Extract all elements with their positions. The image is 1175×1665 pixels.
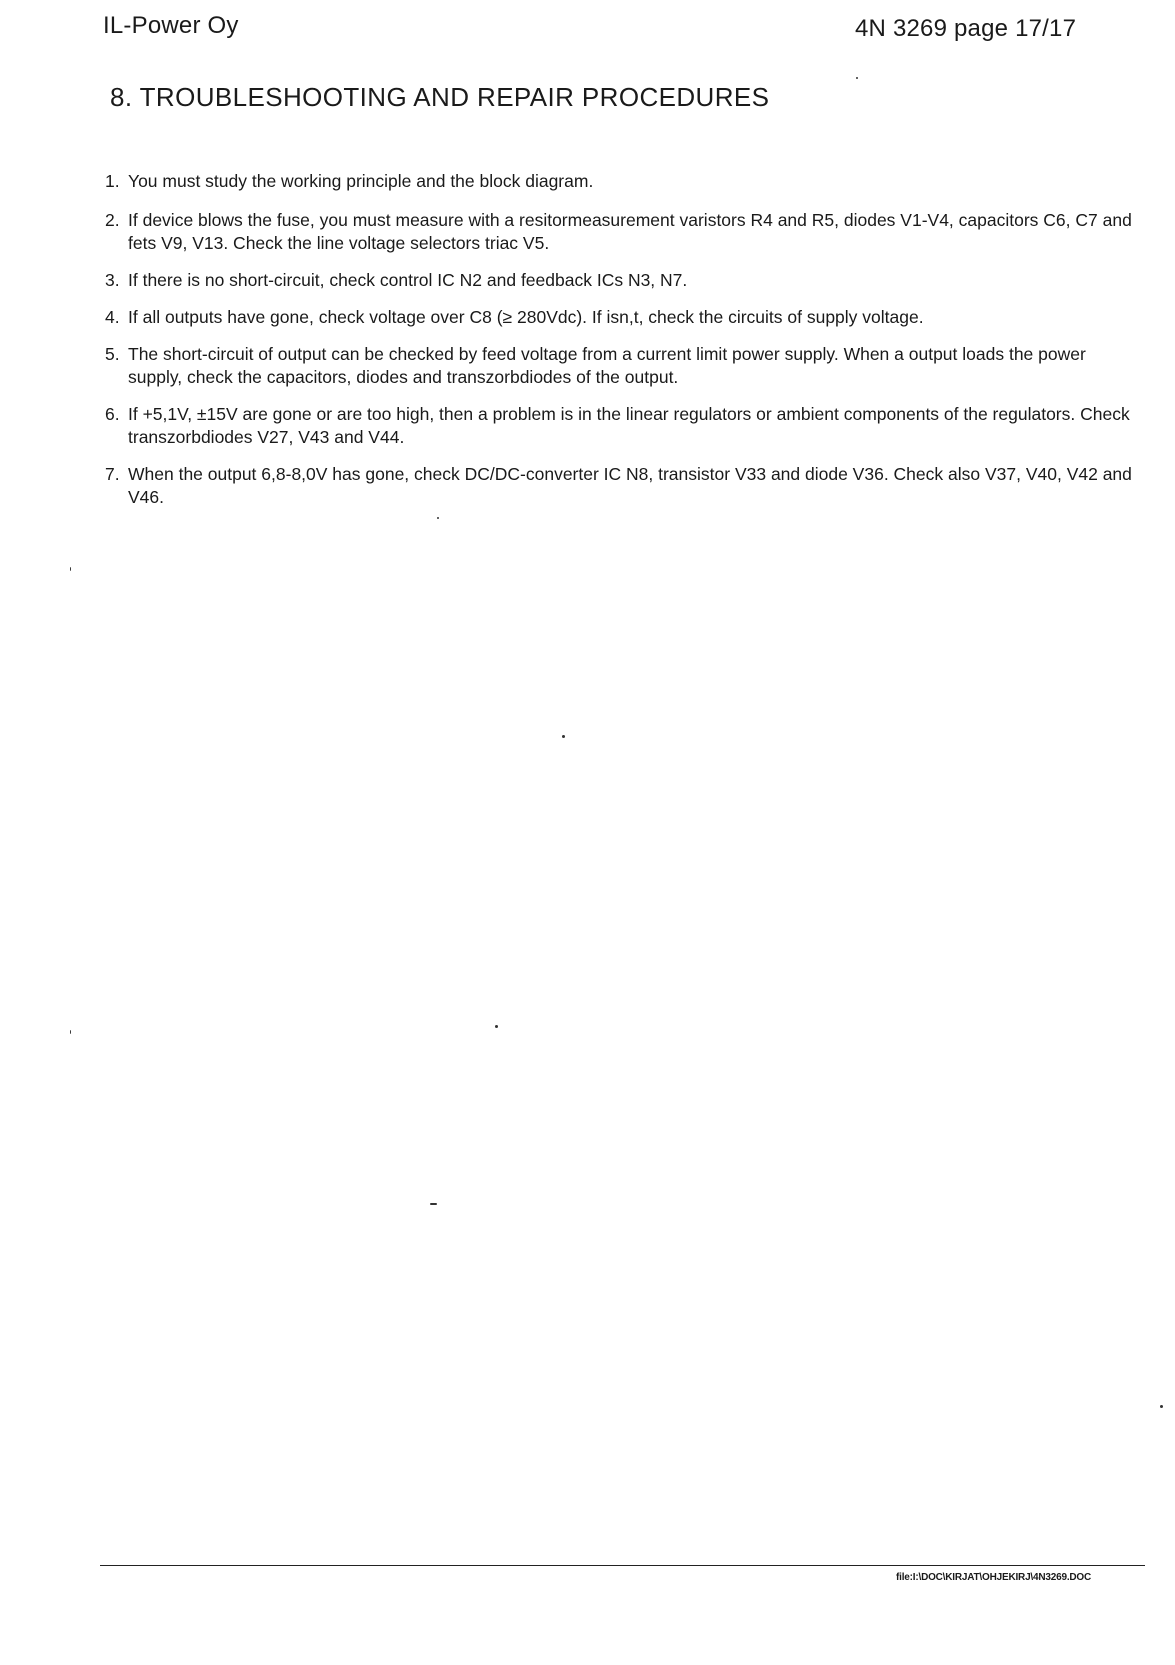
- step-number: 2.: [105, 210, 120, 230]
- list-item: [105, 403, 1140, 449]
- scan-speck: [437, 517, 439, 519]
- list-item: [105, 463, 1140, 509]
- section-title: 8. TROUBLESHOOTING AND REPAIR PROCEDURES: [110, 82, 770, 112]
- footer-file-path: file:I:\DOC\KIRJAT\OHJEKIRJ\4N3269.DOC: [896, 1572, 1092, 1583]
- header-doc-page: 4N 3269 page 17/17: [855, 15, 1077, 42]
- list-item: [105, 269, 1140, 292]
- scan-speck: [70, 567, 71, 571]
- header-company: IL-Power Oy: [103, 12, 239, 39]
- scan-speck: [70, 1030, 71, 1034]
- list-item: [105, 306, 1140, 329]
- step-number: 1.: [105, 171, 120, 191]
- step-text: If device blows the fuse, you must measure with a resitormeasurement varistors R4 and R5, diodes V1-V4, capacitors C6, C7 and fets V9, V13. Check the line voltage selectors triac V5.: [128, 210, 1132, 253]
- list-item: [105, 209, 1140, 255]
- step-number: 6.: [105, 404, 120, 424]
- list-item: [105, 343, 1140, 389]
- scan-speck: [1160, 1405, 1163, 1408]
- scan-speck: [495, 1025, 498, 1028]
- step-text: If +5,1V, ±15V are gone or are too high, then a problem is in the linear regulators or ambient components of the regulators. Check transzorbdiodes V27, V43 and V44.: [128, 404, 1130, 447]
- footer-divider: [100, 1565, 1145, 1566]
- step-text: When the output 6,8-8,0V has gone, check DC/DC-converter IC N8, transistor V33 and diode V36. Check also V37, V40, V42 and V46.: [128, 464, 1132, 507]
- step-text: If there is no short-circuit, check control IC N2 and feedback ICs N3, N7.: [128, 270, 688, 290]
- scan-speck: [856, 77, 858, 79]
- list-item: [105, 170, 1140, 193]
- step-number: 3.: [105, 270, 120, 290]
- scan-speck: [562, 735, 565, 738]
- procedure-list: [105, 170, 1140, 523]
- step-text: If all outputs have gone, check voltage over C8 (≥ 280Vdc). If isn,t, check the circuits of supply voltage.: [128, 307, 924, 327]
- step-number: 7.: [105, 464, 120, 484]
- scan-speck: [430, 1203, 437, 1205]
- step-text: You must study the working principle and the block diagram.: [128, 171, 594, 191]
- step-number: 5.: [105, 344, 120, 364]
- step-text: The short-circuit of output can be checked by feed voltage from a current limit power supply. When a output loads the power supply, check the capacitors, diodes and transzorbdiodes of the output.: [128, 344, 1086, 387]
- step-number: 4.: [105, 307, 120, 327]
